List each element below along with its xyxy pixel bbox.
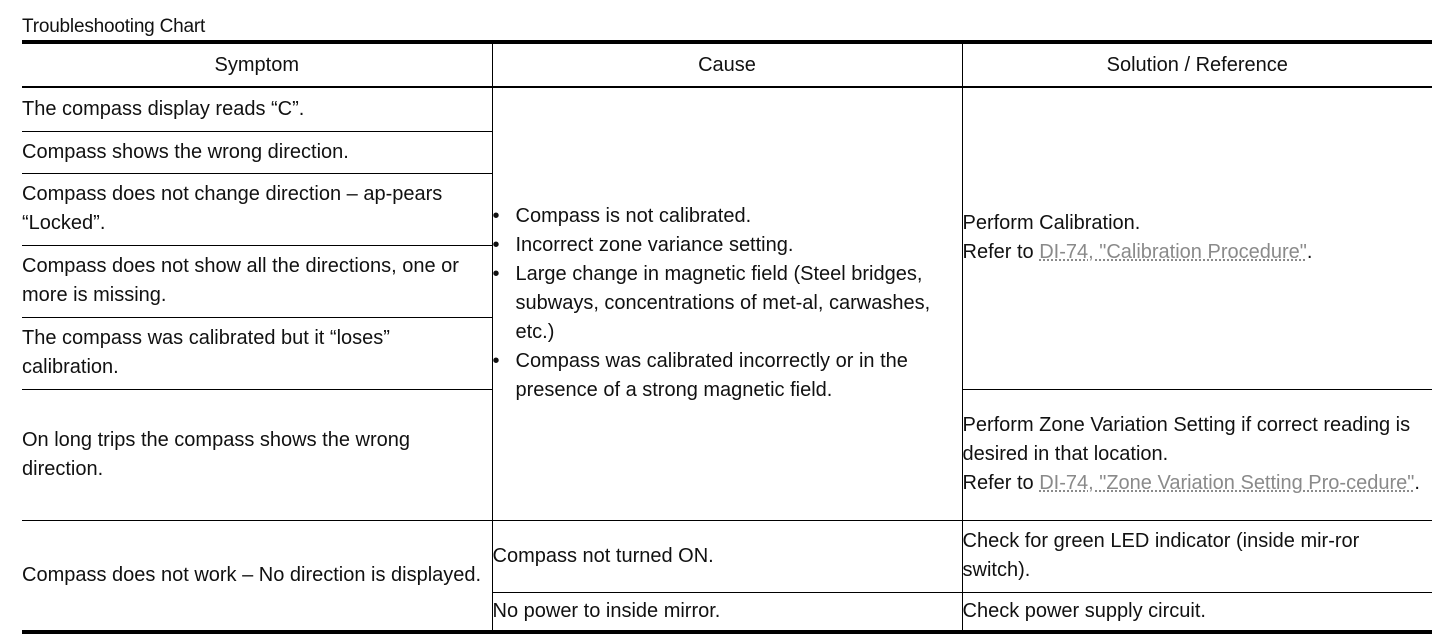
cause-item: • Incorrect zone variance setting. xyxy=(493,231,962,260)
chart-caption: Troubleshooting Chart xyxy=(22,16,206,37)
symptom-cell: The compass was calibrated but it “loses” calibration. xyxy=(22,317,492,389)
period: . xyxy=(1414,472,1420,494)
symptom-cell: The compass display reads “C”. xyxy=(22,87,492,131)
calibration-procedure-link[interactable]: DI-74, "Calibration Procedure" xyxy=(1039,241,1307,264)
symptom-cell: Compass does not show all the directions, one or more is missing. xyxy=(22,245,492,317)
cause-item: • Large change in magnetic field (Steel bridges, subways, concentrations of met-al, carwashes, etc.) xyxy=(493,260,962,347)
refer-label: Refer to xyxy=(962,472,1040,494)
symptom-cell: Compass shows the wrong direction. xyxy=(22,131,492,173)
solution-cell: Check power supply circuit. xyxy=(962,592,1432,632)
cause-item: • Compass is not calibrated. xyxy=(493,202,962,231)
refer-label: Refer to xyxy=(962,241,1040,264)
symptom-cell: Compass does not change direction – ap-pears “Locked”. xyxy=(22,173,492,245)
header-solution: Solution / Reference xyxy=(962,42,1432,87)
table-row xyxy=(22,520,1432,592)
cause-cell: Compass not turned ON. xyxy=(492,520,962,592)
header-cause: Cause xyxy=(492,42,962,87)
troubleshooting-table xyxy=(22,40,1432,634)
solution-cell: Check for green LED indicator (inside mir-ror switch). xyxy=(962,520,1432,592)
period: . xyxy=(1306,241,1313,264)
table-row xyxy=(22,87,1432,131)
cause-list xyxy=(493,202,962,405)
zone-variation-procedure-link[interactable]: DI-74, "Zone Variation Setting Pro-cedure" xyxy=(1039,472,1415,494)
symptom-cell: On long trips the compass shows the wrong direction. xyxy=(22,389,492,520)
header-symptom: Symptom xyxy=(22,42,492,87)
cause-item: • Compass was calibrated incorrectly or in the presence of a strong magnetic field. xyxy=(493,347,962,405)
solution-cell-calibration xyxy=(962,87,1432,389)
solution-reference xyxy=(963,469,1433,498)
solution-text: Perform Zone Variation Setting if correct reading is desired in that location. xyxy=(962,414,1411,465)
header-row xyxy=(22,42,1432,87)
solution-cell-zone xyxy=(962,389,1432,520)
solution-text: Perform Calibration. xyxy=(962,212,1141,235)
symptom-cell: Compass does not work – No direction is displayed. xyxy=(22,520,492,632)
solution-reference xyxy=(963,238,1433,267)
cause-cell-calibration xyxy=(492,87,962,520)
cause-cell: No power to inside mirror. xyxy=(492,592,962,632)
